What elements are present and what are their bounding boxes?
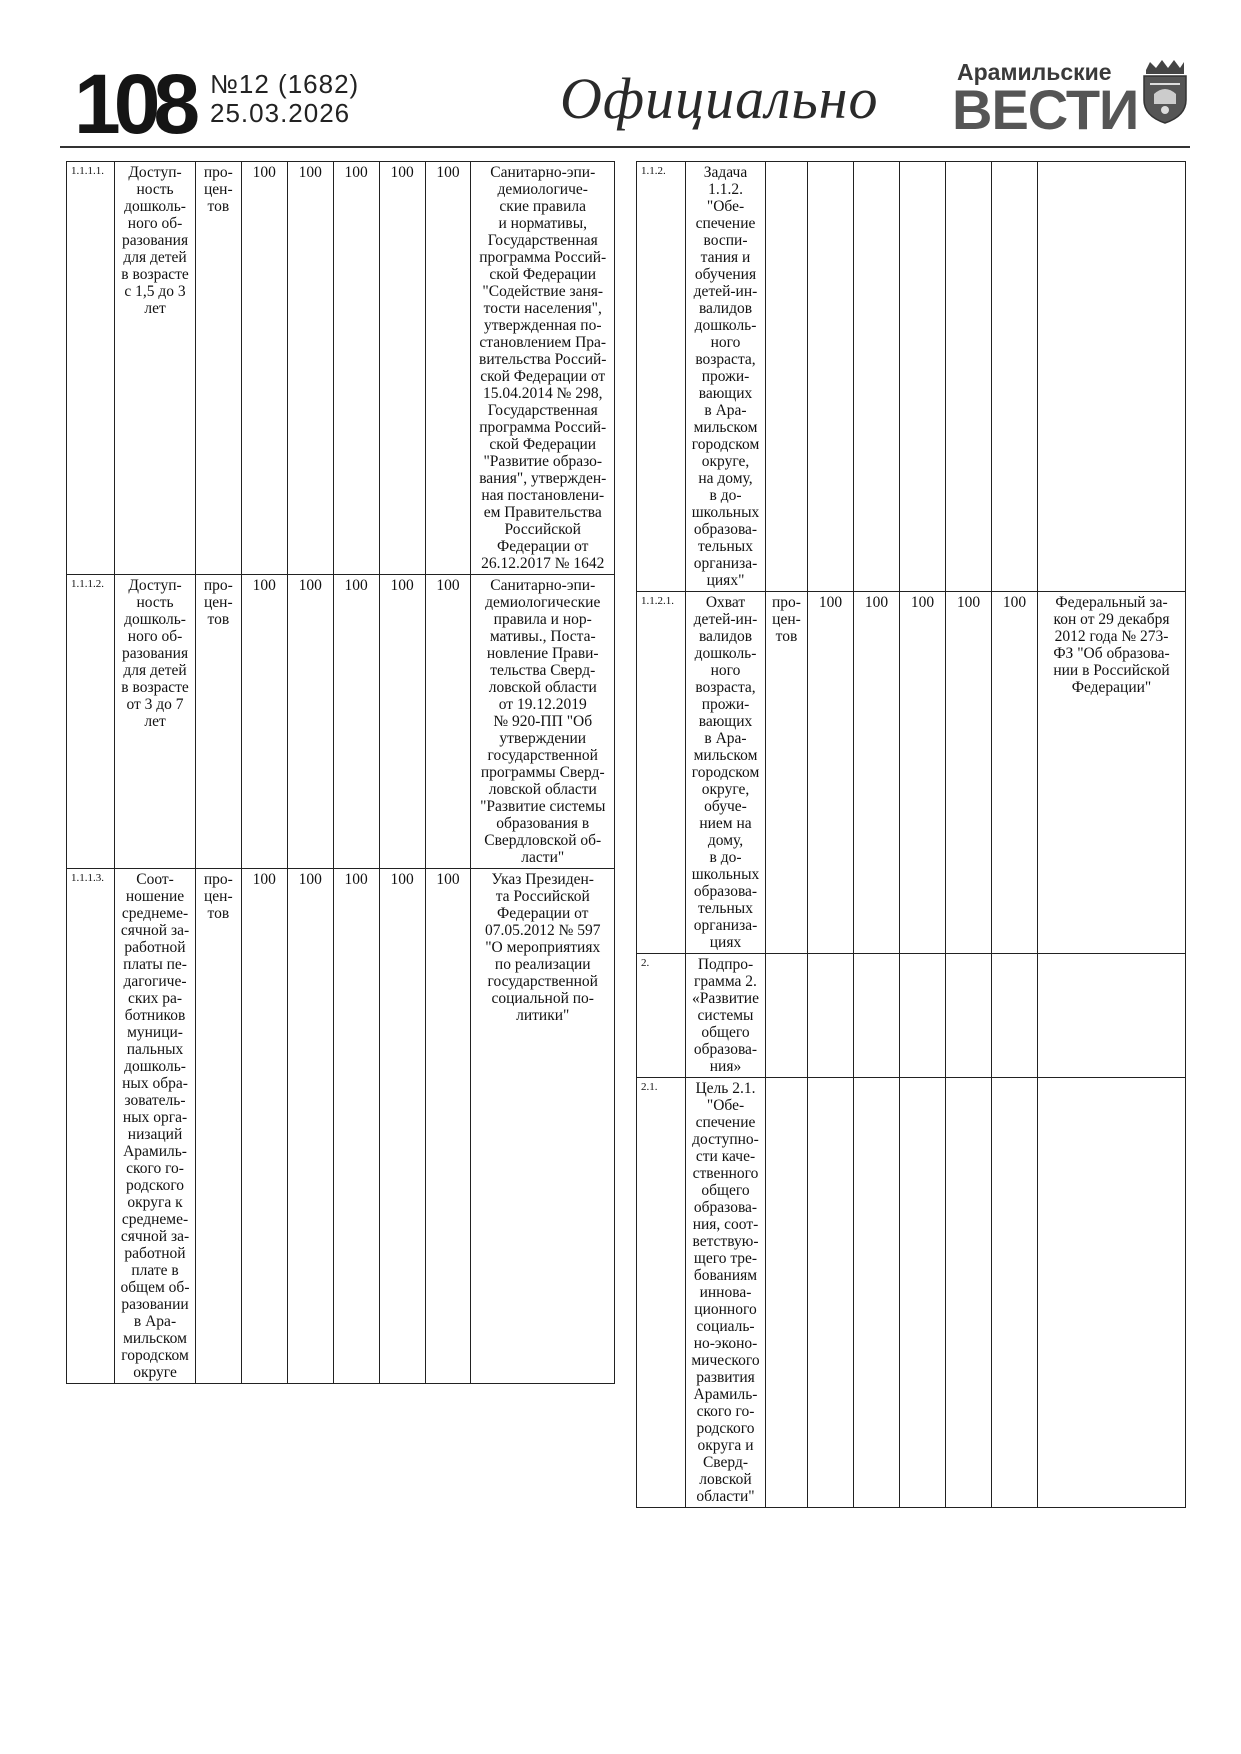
- row-number: 1.1.1.3.: [67, 869, 115, 1384]
- table-row: [67, 162, 615, 575]
- unit-cell: про- цен- тов: [195, 869, 241, 1384]
- issue-info: [210, 70, 359, 128]
- value-cell: [900, 162, 946, 592]
- value-cell: 100: [379, 869, 425, 1384]
- row-number: 2.1.: [637, 1078, 686, 1508]
- value-cell: [992, 954, 1038, 1078]
- value-cell: 100: [241, 869, 287, 1384]
- indicator-name: Соот- ношение среднеме- сячной за- работной платы пе- дагогиче- ских ра- ботников муници- пальных дошколь- ных обра- зователь- ных орга- низаций Арамиль- ского го- родского округа к среднеме- сячной за- работной плате в общем об- разовании в Ара- мильском городском округе: [115, 869, 196, 1384]
- value-cell: [946, 1078, 992, 1508]
- table-row: [67, 869, 615, 1384]
- value-cell: 100: [425, 869, 471, 1384]
- indicator-name: Охват детей-ин- валидов дошколь- ного возраста, прожи- вающих в Ара- мильском городском округе, обуче- нием на дому, в до- школьных образова- тельных организа- циях: [686, 592, 766, 954]
- source-cell: [1038, 954, 1186, 1078]
- value-cell: [946, 162, 992, 592]
- value-cell: 100: [425, 162, 471, 575]
- source-cell: Указ Президен- та Российской Федерации от 07.05.2012 № 597 "О мероприятиях по реализации государственной социальной по- литики": [471, 869, 615, 1384]
- value-cell: [854, 1078, 900, 1508]
- value-cell: [900, 1078, 946, 1508]
- value-cell: [946, 954, 992, 1078]
- row-number: 1.1.2.: [637, 162, 686, 592]
- value-cell: 100: [379, 575, 425, 869]
- brand-name-main: ВЕСТИ: [952, 78, 1139, 141]
- indicator-name: Цель 2.1. "Обе- спечение доступно- сти каче- ственного общего образова- ния, соот- ветствую- щего тре- бованиям иннова- ционного социаль- но-эконо- мического развития Арамиль- ского го- родского округа и Сверд- ловской области": [686, 1078, 766, 1508]
- value-cell: 100: [333, 575, 379, 869]
- value-cell: 100: [241, 162, 287, 575]
- value-cell: 100: [333, 869, 379, 1384]
- row-number: 2.: [637, 954, 686, 1078]
- value-cell: [900, 954, 946, 1078]
- unit-cell: про- цен- тов: [766, 592, 808, 954]
- row-number: 1.1.2.1.: [637, 592, 686, 954]
- value-cell: [808, 954, 854, 1078]
- issue-number: №12 (1682): [210, 69, 360, 99]
- value-cell: 100: [992, 592, 1038, 954]
- value-cell: 100: [241, 575, 287, 869]
- value-cell: 100: [425, 575, 471, 869]
- brand-name-top: Арамильские: [957, 59, 1112, 85]
- indicator-name: Доступ- ность дошколь- ного об- разования для детей в возрасте от 3 до 7 лет: [115, 575, 196, 869]
- unit-cell: про- цен- тов: [195, 575, 241, 869]
- page-number: 108: [74, 57, 194, 151]
- indicators-table-left: [66, 161, 615, 1384]
- value-cell: 100: [379, 162, 425, 575]
- unit-cell: [766, 162, 808, 592]
- value-cell: [808, 1078, 854, 1508]
- value-cell: 100: [946, 592, 992, 954]
- row-number: 1.1.1.2.: [67, 575, 115, 869]
- value-cell: [854, 162, 900, 592]
- value-cell: 100: [900, 592, 946, 954]
- table-row: [637, 162, 1186, 592]
- page-header: [60, 56, 1190, 151]
- issue-date: 25.03.2026: [210, 98, 351, 128]
- source-cell: Санитарно-эпи- демиологические правила и нор- мативы., Поста- новление Прави- тельства Сверд- ловской области от 19.12.2019 № 920-ПП "Об утверждении государственной программы Сверд- ловской области "Развитие системы образования в Свердловской об- ласти": [471, 575, 615, 869]
- unit-cell: [766, 954, 808, 1078]
- table-row: [637, 954, 1186, 1078]
- unit-cell: [766, 1078, 808, 1508]
- indicator-name: Задача 1.1.2. "Обе- спечение воспи- тания и обучения детей-ин- валидов дошколь- ного возраста, прожи- вающих в Ара- мильском городском округе, на дому, в до- школьных образова- тельных организа- циях": [686, 162, 766, 592]
- value-cell: [992, 162, 1038, 592]
- value-cell: 100: [808, 592, 854, 954]
- source-cell: [1038, 162, 1186, 592]
- table-row: [637, 1078, 1186, 1508]
- value-cell: 100: [287, 575, 333, 869]
- section-title: Официально: [560, 66, 879, 131]
- value-cell: 100: [854, 592, 900, 954]
- indicators-table-right: [636, 161, 1186, 1508]
- value-cell: [854, 954, 900, 1078]
- header-divider: [60, 146, 1190, 148]
- unit-cell: про- цен- тов: [195, 162, 241, 575]
- value-cell: 100: [287, 162, 333, 575]
- value-cell: 100: [333, 162, 379, 575]
- table-row: [67, 575, 615, 869]
- source-cell: Санитарно-эпи- демиологиче- ские правила и нормативы, Государственная программа Россий- ской Федерации "Содействие заня- тости населения", утвержденная по- становлением Пра- вительства Россий- ской Федерации от 15.04.2014 № 298, Государственная программа Россий- ской Федерации "Развитие образо- вания", утвержден- ная постановлени- ем Правительства Российской Федерации от 26.12.2017 № 1642: [471, 162, 615, 575]
- value-cell: [808, 162, 854, 592]
- row-number: 1.1.1.1.: [67, 162, 115, 575]
- source-cell: [1038, 1078, 1186, 1508]
- table-row: [637, 592, 1186, 954]
- indicator-name: Доступ- ность дошколь- ного об- разования для детей в возрасте с 1,5 до 3 лет: [115, 162, 196, 575]
- value-cell: [992, 1078, 1038, 1508]
- indicator-name: Подпро- грамма 2. «Развитие системы общего образова- ния»: [686, 954, 766, 1078]
- city-crest-icon: [1140, 60, 1190, 124]
- value-cell: 100: [287, 869, 333, 1384]
- source-cell: Федеральный за- кон от 29 декабря 2012 года № 273- ФЗ "Об образова- нии в Российской Федерации": [1038, 592, 1186, 954]
